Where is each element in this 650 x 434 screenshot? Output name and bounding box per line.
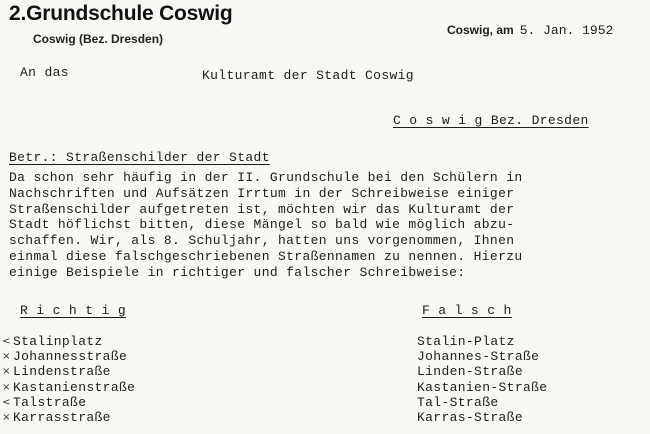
list-item bbox=[417, 364, 547, 379]
correct-street-name: Karrasstraße bbox=[13, 410, 111, 426]
list-item bbox=[417, 349, 547, 364]
place-label: Coswig, am bbox=[447, 23, 514, 37]
body-line: einige Beispiele in richtiger und falscher Schreibweise: bbox=[9, 264, 466, 280]
check-mark-icon: × bbox=[2, 381, 11, 393]
wrong-street-name: Kastanien-Straße bbox=[417, 379, 548, 395]
school-name: 2.Grundschule Coswig bbox=[9, 2, 233, 25]
correct-street-name: Stalinplatz bbox=[13, 334, 103, 349]
body-line: einmal diese falschgeschriebenen Straßennamen zu nennen. Hierzu bbox=[9, 248, 523, 264]
wrong-street-name: Karras-Straße bbox=[417, 410, 523, 426]
salutation: An das bbox=[20, 65, 69, 80]
correct-street-name: Johannesstraße bbox=[13, 349, 128, 365]
letter-body bbox=[9, 170, 523, 281]
correct-names-list bbox=[0, 334, 135, 425]
list-item bbox=[417, 395, 547, 410]
wrong-street-name: Tal-Straße bbox=[417, 394, 499, 410]
list-item bbox=[0, 395, 135, 410]
list-item bbox=[0, 380, 135, 395]
check-mark-icon: × bbox=[2, 351, 11, 363]
body-line: Nachschriften und Aufsätzen Irrtum in der Schreibweise einiger bbox=[9, 185, 515, 201]
recipient-city: C o s w i g Bez. Dresden bbox=[393, 113, 589, 128]
wrong-column-header: F a l s c h bbox=[422, 303, 512, 318]
body-line: schaffen. Wir, als 8. Schuljahr, hatten uns vorgenommen, Ihnen bbox=[9, 233, 515, 249]
body-line: Stadt höflichst bitten, diese Mängel so bald wie möglich abzu- bbox=[9, 217, 515, 233]
check-mark-icon: < bbox=[2, 336, 11, 347]
check-mark-icon: < bbox=[2, 396, 11, 408]
list-item bbox=[0, 334, 135, 349]
list-item bbox=[417, 410, 547, 425]
wrong-names-list bbox=[417, 334, 547, 425]
check-mark-icon: × bbox=[2, 366, 11, 378]
school-address: Coswig (Bez. Dresden) bbox=[33, 32, 164, 46]
letter-date: 5. Jan. 1952 bbox=[519, 23, 614, 38]
correct-street-name: Kastanienstraße bbox=[13, 379, 136, 395]
list-item bbox=[417, 380, 547, 395]
wrong-street-name: Johannes-Straße bbox=[417, 349, 540, 365]
wrong-street-name: Linden-Straße bbox=[417, 364, 523, 380]
list-item bbox=[0, 364, 135, 379]
check-mark-icon: × bbox=[2, 412, 11, 424]
body-line: Straßenschilder aufgetreten ist, möchten wir das Kulturamt der bbox=[9, 201, 515, 217]
list-item bbox=[0, 410, 135, 425]
list-item bbox=[417, 334, 547, 349]
wrong-street-name: Stalin-Platz bbox=[417, 334, 515, 349]
correct-street-name: Talstraße bbox=[13, 394, 87, 410]
subject-line: Betr.: Straßenschilder der Stadt bbox=[9, 150, 270, 165]
correct-column-header: R i c h t i g bbox=[20, 303, 126, 318]
correct-street-name: Lindenstraße bbox=[13, 364, 111, 380]
list-item bbox=[0, 349, 135, 364]
body-line: Da schon sehr häufig in der II. Grundschule bei den Schülern in bbox=[9, 170, 523, 185]
place-date bbox=[447, 21, 613, 39]
addressee: Kulturamt der Stadt Coswig bbox=[202, 68, 414, 83]
